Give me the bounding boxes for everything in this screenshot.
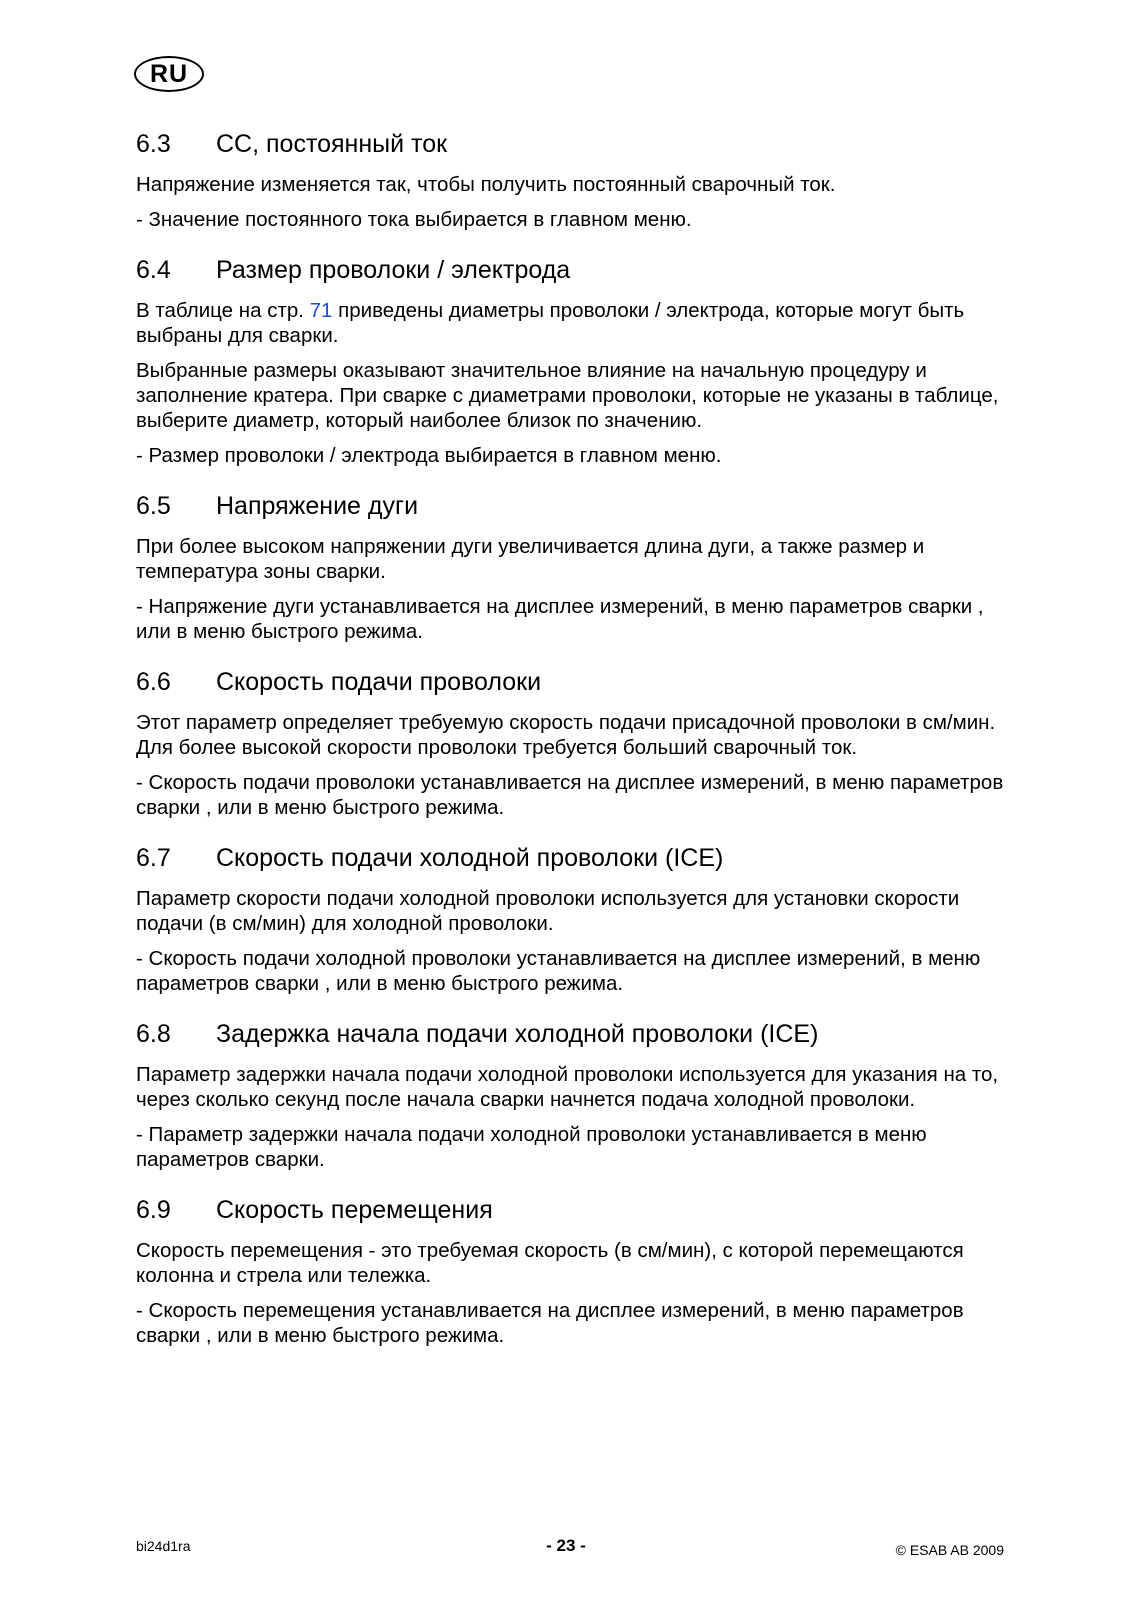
page-number: - 23 -: [546, 1536, 586, 1555]
section-heading: [136, 842, 1016, 874]
paragraph: Скорость перемещения - это требуемая скорость (в см/мин), с которой перемещаются колонна и стрела или тележка.: [136, 1239, 964, 1287]
section-number: 6.4: [136, 256, 171, 284]
section-title: CC, постоянный ток: [216, 130, 448, 158]
paragraph: Выбранные размеры оказывают значительное влияние на начальную процедуру и заполнение кратера. При сварке с диаметрами проволоки, которые не указаны в таблице, выберите диаметр, который наиболее близок по значению.: [136, 359, 999, 432]
paragraph: При более высоком напряжении дуги увеличивается длина дуги, а также размер и температура зоны сварки.: [136, 535, 925, 583]
section-6-3: [136, 128, 1016, 232]
section-6-9: [136, 1194, 1016, 1348]
section-title: Скорость перемещения: [216, 1196, 493, 1224]
section-title: Скорость подачи холодной проволоки (ICE): [216, 844, 724, 872]
paragraph: Параметр скорости подачи холодной проволоки используется для установки скорости подачи (в см/мин) для холодной проволоки.: [136, 887, 960, 935]
document-body: [136, 128, 1016, 1358]
section-6-5: [136, 490, 1016, 644]
section-number: 6.5: [136, 492, 171, 520]
paragraph-text: В таблице на стр.: [136, 299, 310, 322]
section-number: 6.6: [136, 668, 171, 696]
page-footer: [0, 1538, 1132, 1562]
language-badge: RU: [134, 56, 204, 92]
paragraph: - Параметр задержки начала подачи холодной проволоки устанавливается в меню параметров сварки.: [136, 1123, 927, 1171]
paragraph: [136, 298, 1016, 348]
paragraph: - Размер проволоки / электрода выбирается в главном меню.: [136, 444, 722, 467]
section-number: 6.8: [136, 1020, 171, 1048]
section-6-8: [136, 1018, 1016, 1172]
section-heading: [136, 1194, 1016, 1226]
section-heading: [136, 490, 1016, 522]
copyright-notice: © ESAB AB 2009: [895, 1542, 1004, 1558]
paragraph: - Скорость подачи проволоки устанавливается на дисплее измерений, в меню параметров сварки , или в меню быстрого режима.: [136, 771, 1004, 819]
section-number: 6.3: [136, 130, 171, 158]
section-heading: [136, 1018, 1016, 1050]
section-heading: [136, 128, 1016, 160]
paragraph: - Напряжение дуги устанавливается на дисплее измерений, в меню параметров сварки , или в меню быстрого режима.: [136, 595, 984, 643]
paragraph: - Скорость подачи холодной проволоки устанавливается на дисплее измерений, в меню параметров сварки , или в меню быстрого режима.: [136, 947, 981, 995]
section-title: Задержка начала подачи холодной проволоки (ICE): [216, 1020, 819, 1048]
section-heading: [136, 666, 1016, 698]
section-6-7: [136, 842, 1016, 996]
section-title: Скорость подачи проволоки: [216, 668, 542, 696]
section-6-4: [136, 254, 1016, 468]
section-number: 6.9: [136, 1196, 171, 1224]
section-6-6: [136, 666, 1016, 820]
section-title: Размер проволоки / электрода: [216, 256, 571, 284]
page-reference-link[interactable]: 71: [309, 299, 333, 322]
document-code: bi24d1ra: [136, 1538, 191, 1554]
section-number: 6.7: [136, 844, 171, 872]
paragraph: - Скорость перемещения устанавливается на дисплее измерений, в меню параметров сварки , или в меню быстрого режима.: [136, 1299, 964, 1347]
paragraph: Напряжение изменяется так, чтобы получить постоянный сварочный ток.: [136, 173, 836, 196]
paragraph: - Значение постоянного тока выбирается в главном меню.: [136, 208, 692, 231]
paragraph: Параметр задержки начала подачи холодной проволоки используется для указания на то, через сколько секунд после начала сварки начнется подача холодной проволоки.: [136, 1063, 999, 1111]
section-heading: [136, 254, 1016, 286]
section-title: Напряжение дуги: [216, 492, 419, 520]
paragraph: Этот параметр определяет требуемую скорость подачи присадочной проволоки в см/мин. Для более высокой скорости проволоки требуется больший сварочный ток.: [136, 711, 996, 759]
paragraph-text: приведены диаметры проволоки / электрода, которые могут быть выбраны для сварки.: [136, 299, 965, 347]
